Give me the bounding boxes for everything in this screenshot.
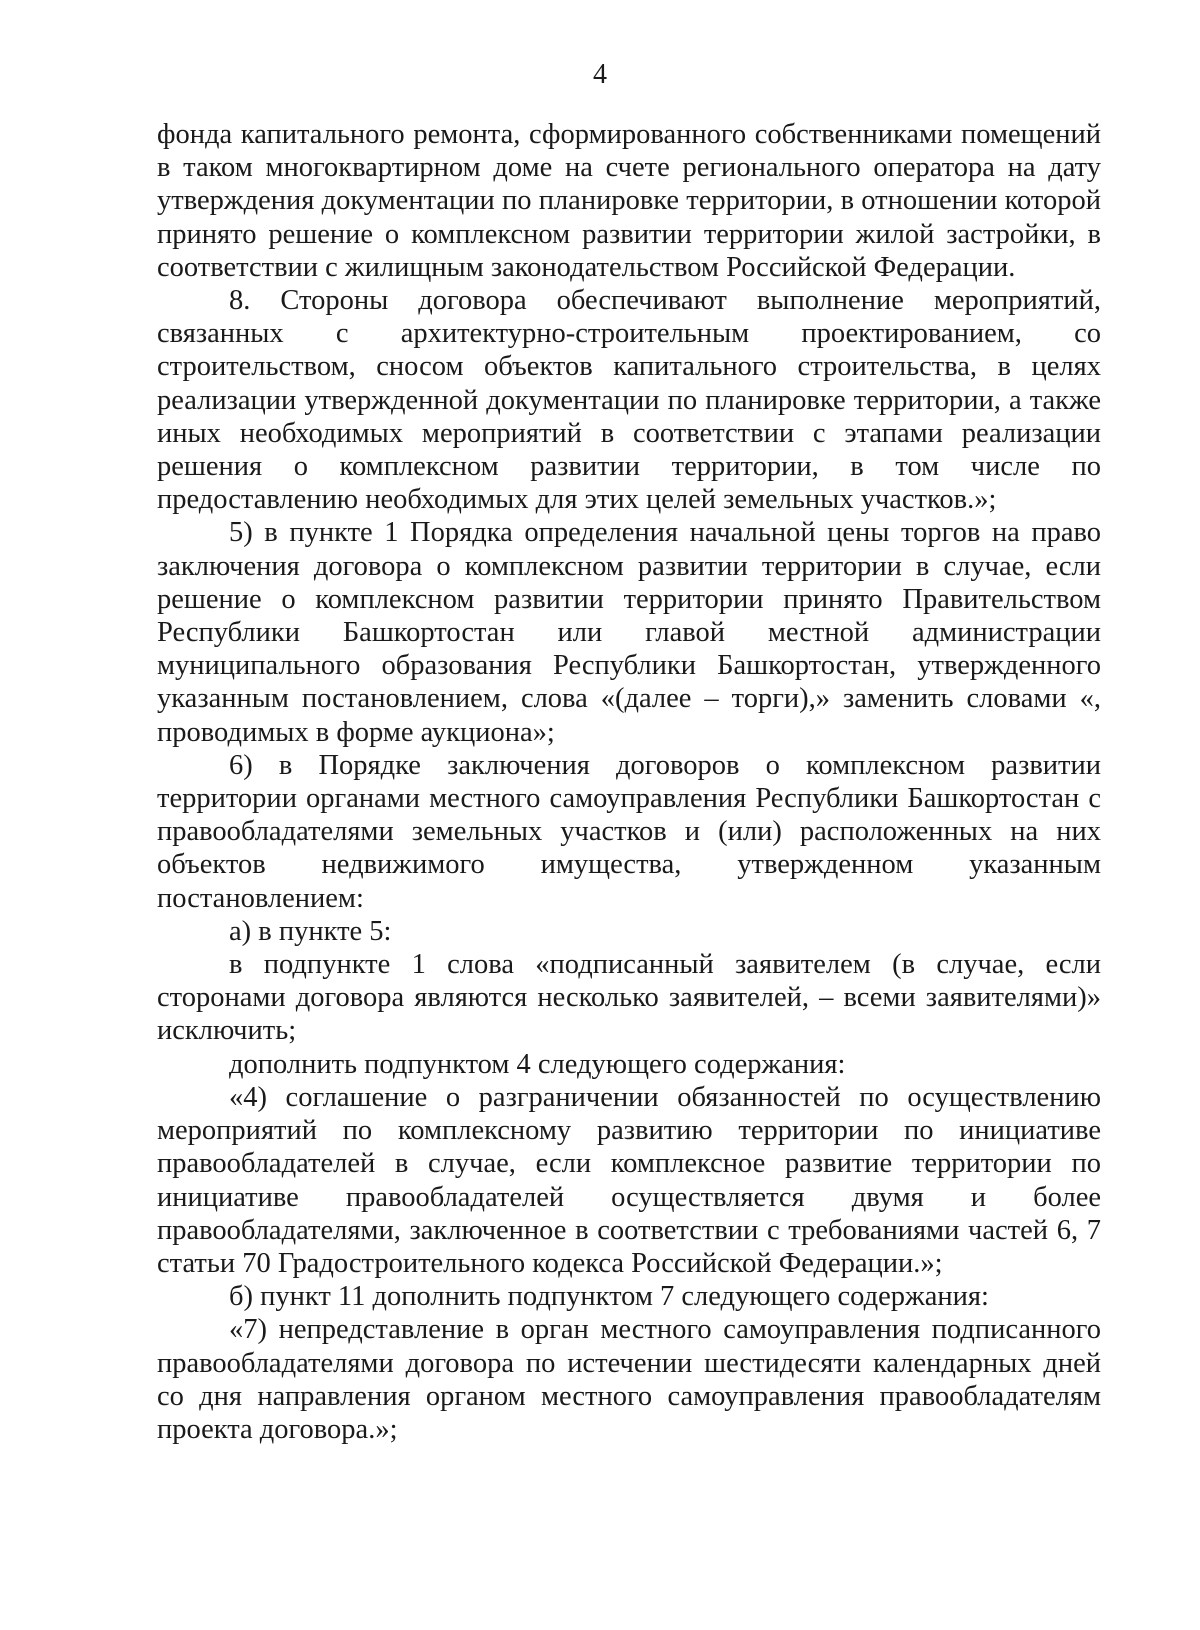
paragraph-3: 5) в пункте 1 Порядка определения начальной цены торгов на право заключения договора о комплексном развитии территории в случае, если решение о комплексном развитии территории принято Правительством Республики Башкортостан или главой местной администрации муниципального образования Республики Башкортостан, утвержденного указанным постановлением, слова «(далее – торги),» заменить словами «, проводимых в форме аукциона»; [157,517,1101,748]
paragraph-5: а) в пункте 5: [229,915,392,947]
document-body [157,118,1101,1446]
paragraph-10: «7) непредставление в орган местного самоуправления подписанного правообладателями договора по истечении шестидесяти календарных дней со дня направления органом местного самоуправления правообладателям проекта договора.»; [157,1314,1101,1445]
paragraph-9: б) пункт 11 дополнить подпунктом 7 следующего содержания: [229,1281,989,1313]
paragraph-7: дополнить подпунктом 4 следующего содержания: [229,1048,846,1080]
paragraph-6: в подпункте 1 слова «подписанный заявителем (в случае, если сторонами договора являются несколько заявителей, – всеми заявителями)» исключить; [157,949,1101,1047]
paragraph-4: 6) в Порядке заключения договоров о комплексном развитии территории органами местного самоуправления Республики Башкортостан с правообладателями земельных участков и (или) расположенных на них объектов недвижимого имущества, утвержденном указанным постановлением: [157,749,1101,914]
paragraph-1: фонда капитального ремонта, сформированного собственниками помещений в таком многоквартирном доме на счете регионального оператора на дату утверждения документации по планировке территории, в отношении которой принято решение о комплексном развитии территории жилой застройки, в соответствии с жилищным законодательством Российской Федерации. [157,119,1101,283]
page-number: 4 [593,59,607,90]
paragraph-2: 8. Стороны договора обеспечивают выполнение мероприятий, связанных с архитектурно-строительным проектированием, со строительством, сносом объектов капитального строительства, в целях реализации утвержденной документации по планировке территории, а также иных необходимых мероприятий в соответствии с этапами реализации решения о комплексном развитии территории, в том числе по предоставлению необходимых для этих целей земельных участков.»; [157,285,1101,516]
paragraph-8: «4) соглашение о разграничении обязанностей по осуществлению мероприятий по комплексному развитию территории по инициативе правообладателей в случае, если комплексное развитие территории по инициативе правообладателей осуществляется двумя и более правообладателями, заключенное в соответствии с требованиями частей 6, 7 статьи 70 Градостроительного кодекса Российской Федерации.»; [157,1081,1101,1279]
